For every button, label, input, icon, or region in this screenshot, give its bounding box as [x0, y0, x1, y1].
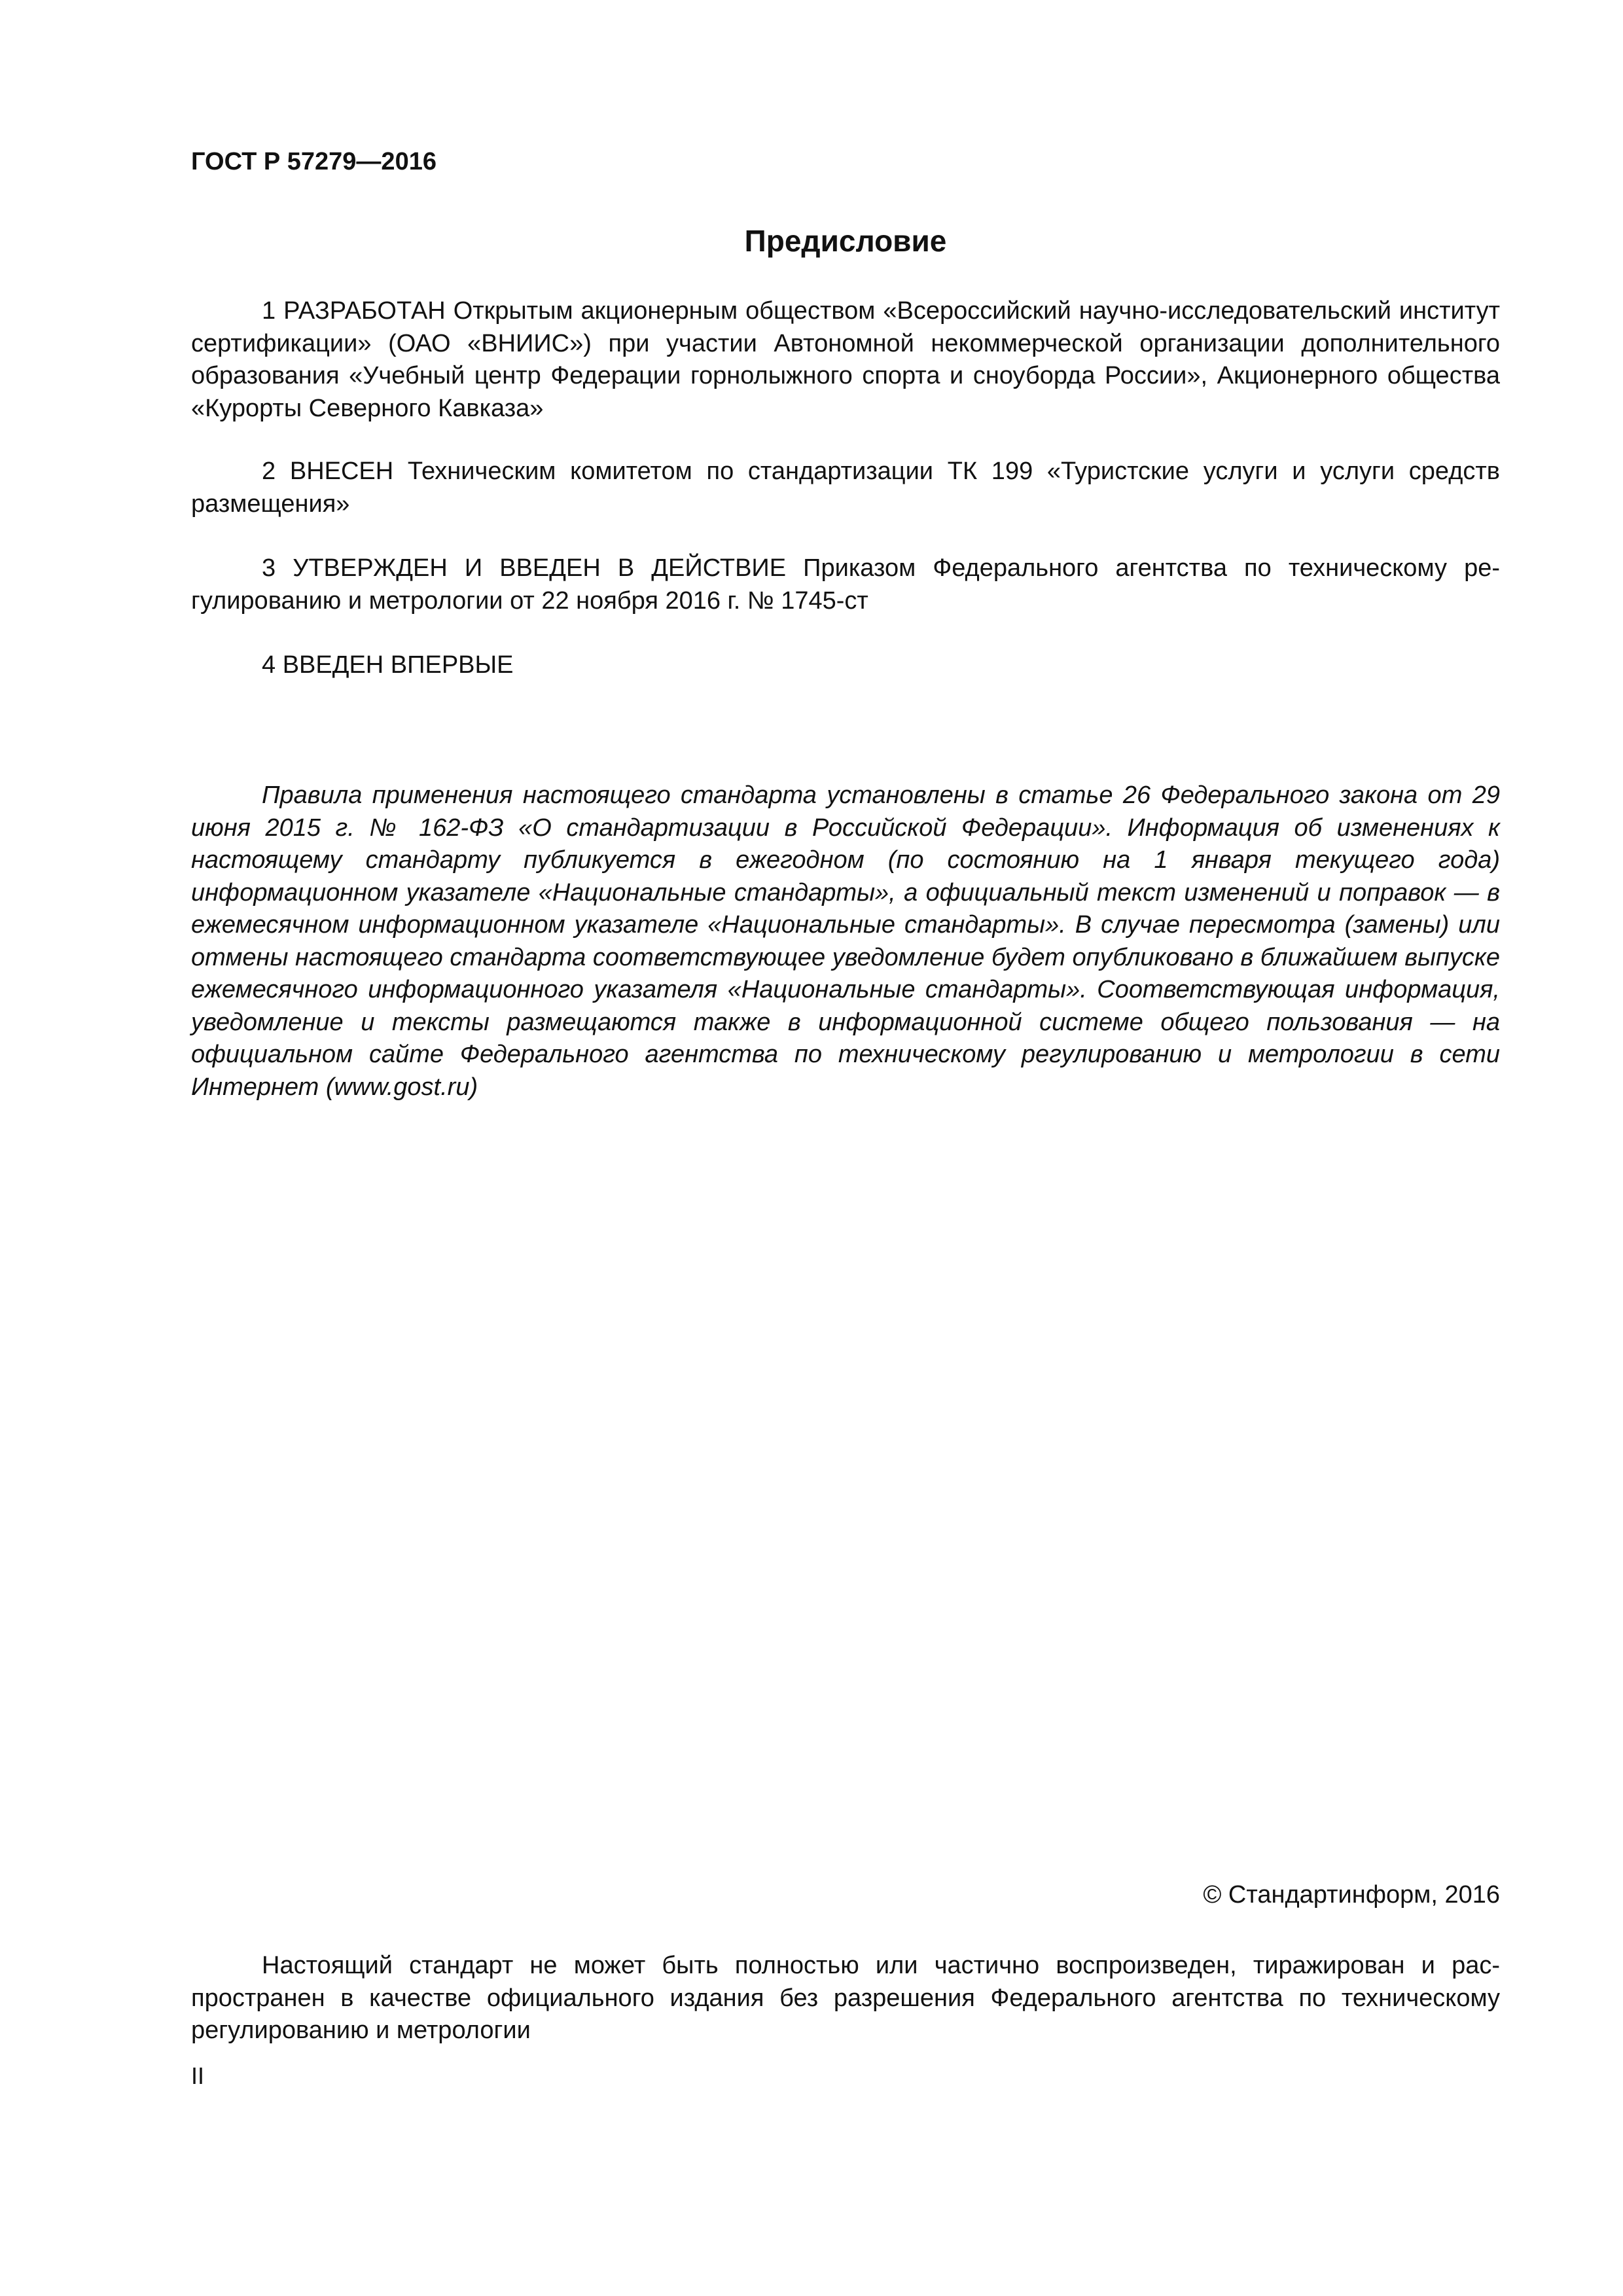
preface-item-developed: 1 РАЗРАБОТАН Открытым акционерным обществом «Всероссийский научно-исследовательский институт сертификации» (ОАО «ВНИИС») при участии Автономной некоммерческой организации дополнительного образования «Учебный центр Федерации горнолыжного спорта и сноуборда России», Акционерного общества «Курорты Северного Кавказа»	[191, 297, 1500, 422]
page-title: Предисловие	[744, 224, 947, 258]
copyright: © Стандартинформ, 2016	[1203, 1881, 1500, 1909]
reproduction-notice: Настоящий стандарт не может быть полностью или частично воспроизведен, тиражирован и распространен в качестве официального издания без разрешения Федерального агентства по техническому регулированию и метрологии	[191, 1952, 1500, 2044]
preface-item-approved: 3 УТВЕРЖДЕН И ВВЕДЕН В ДЕЙСТВИЕ Приказом Федерального агентства по техническому регулированию и метрологии от 22 ноября 2016 г. № 1745-ст	[191, 554, 1500, 615]
document-code: ГОСТ Р 57279—2016	[191, 148, 437, 175]
rules-notice: Правила применения настоящего стандарта установлены в статье 26 Федерального закона от 29 июня 2015 г. № 162-ФЗ «О стандартизации в Российской Федерации». Информация об изменениях к настоящему стандарту публикуется в ежегодном (по состоянию на 1 января текущего года) информационном указателе «Национальные стандарты», а официальный текст изменений и поправок — в ежемесячном информационном указателе «Национальные стандарты». В случае пересмотра (замены) или отмены настоящего стандарта соответствующее уведомление будет опубликовано в ближайшем выпуске ежемесячного информационного указателя «Национальные стандарты». Соответствующая информация, уведомление и тексты размещаются также в информационной системе общего пользования — на официальном сайте Федерального агентства по техническому регулированию и метрологии в сети Интернет (www.gost.ru)	[191, 781, 1500, 1101]
page-number: II	[191, 2062, 205, 2089]
preface-item-first-introduced: 4 ВВЕДЕН ВПЕРВЫЕ	[262, 651, 514, 679]
preface-item-introduced: 2 ВНЕСЕН Техническим комитетом по стандартизации ТК 199 «Туристские услуги и услуги средств размещения»	[191, 457, 1500, 518]
